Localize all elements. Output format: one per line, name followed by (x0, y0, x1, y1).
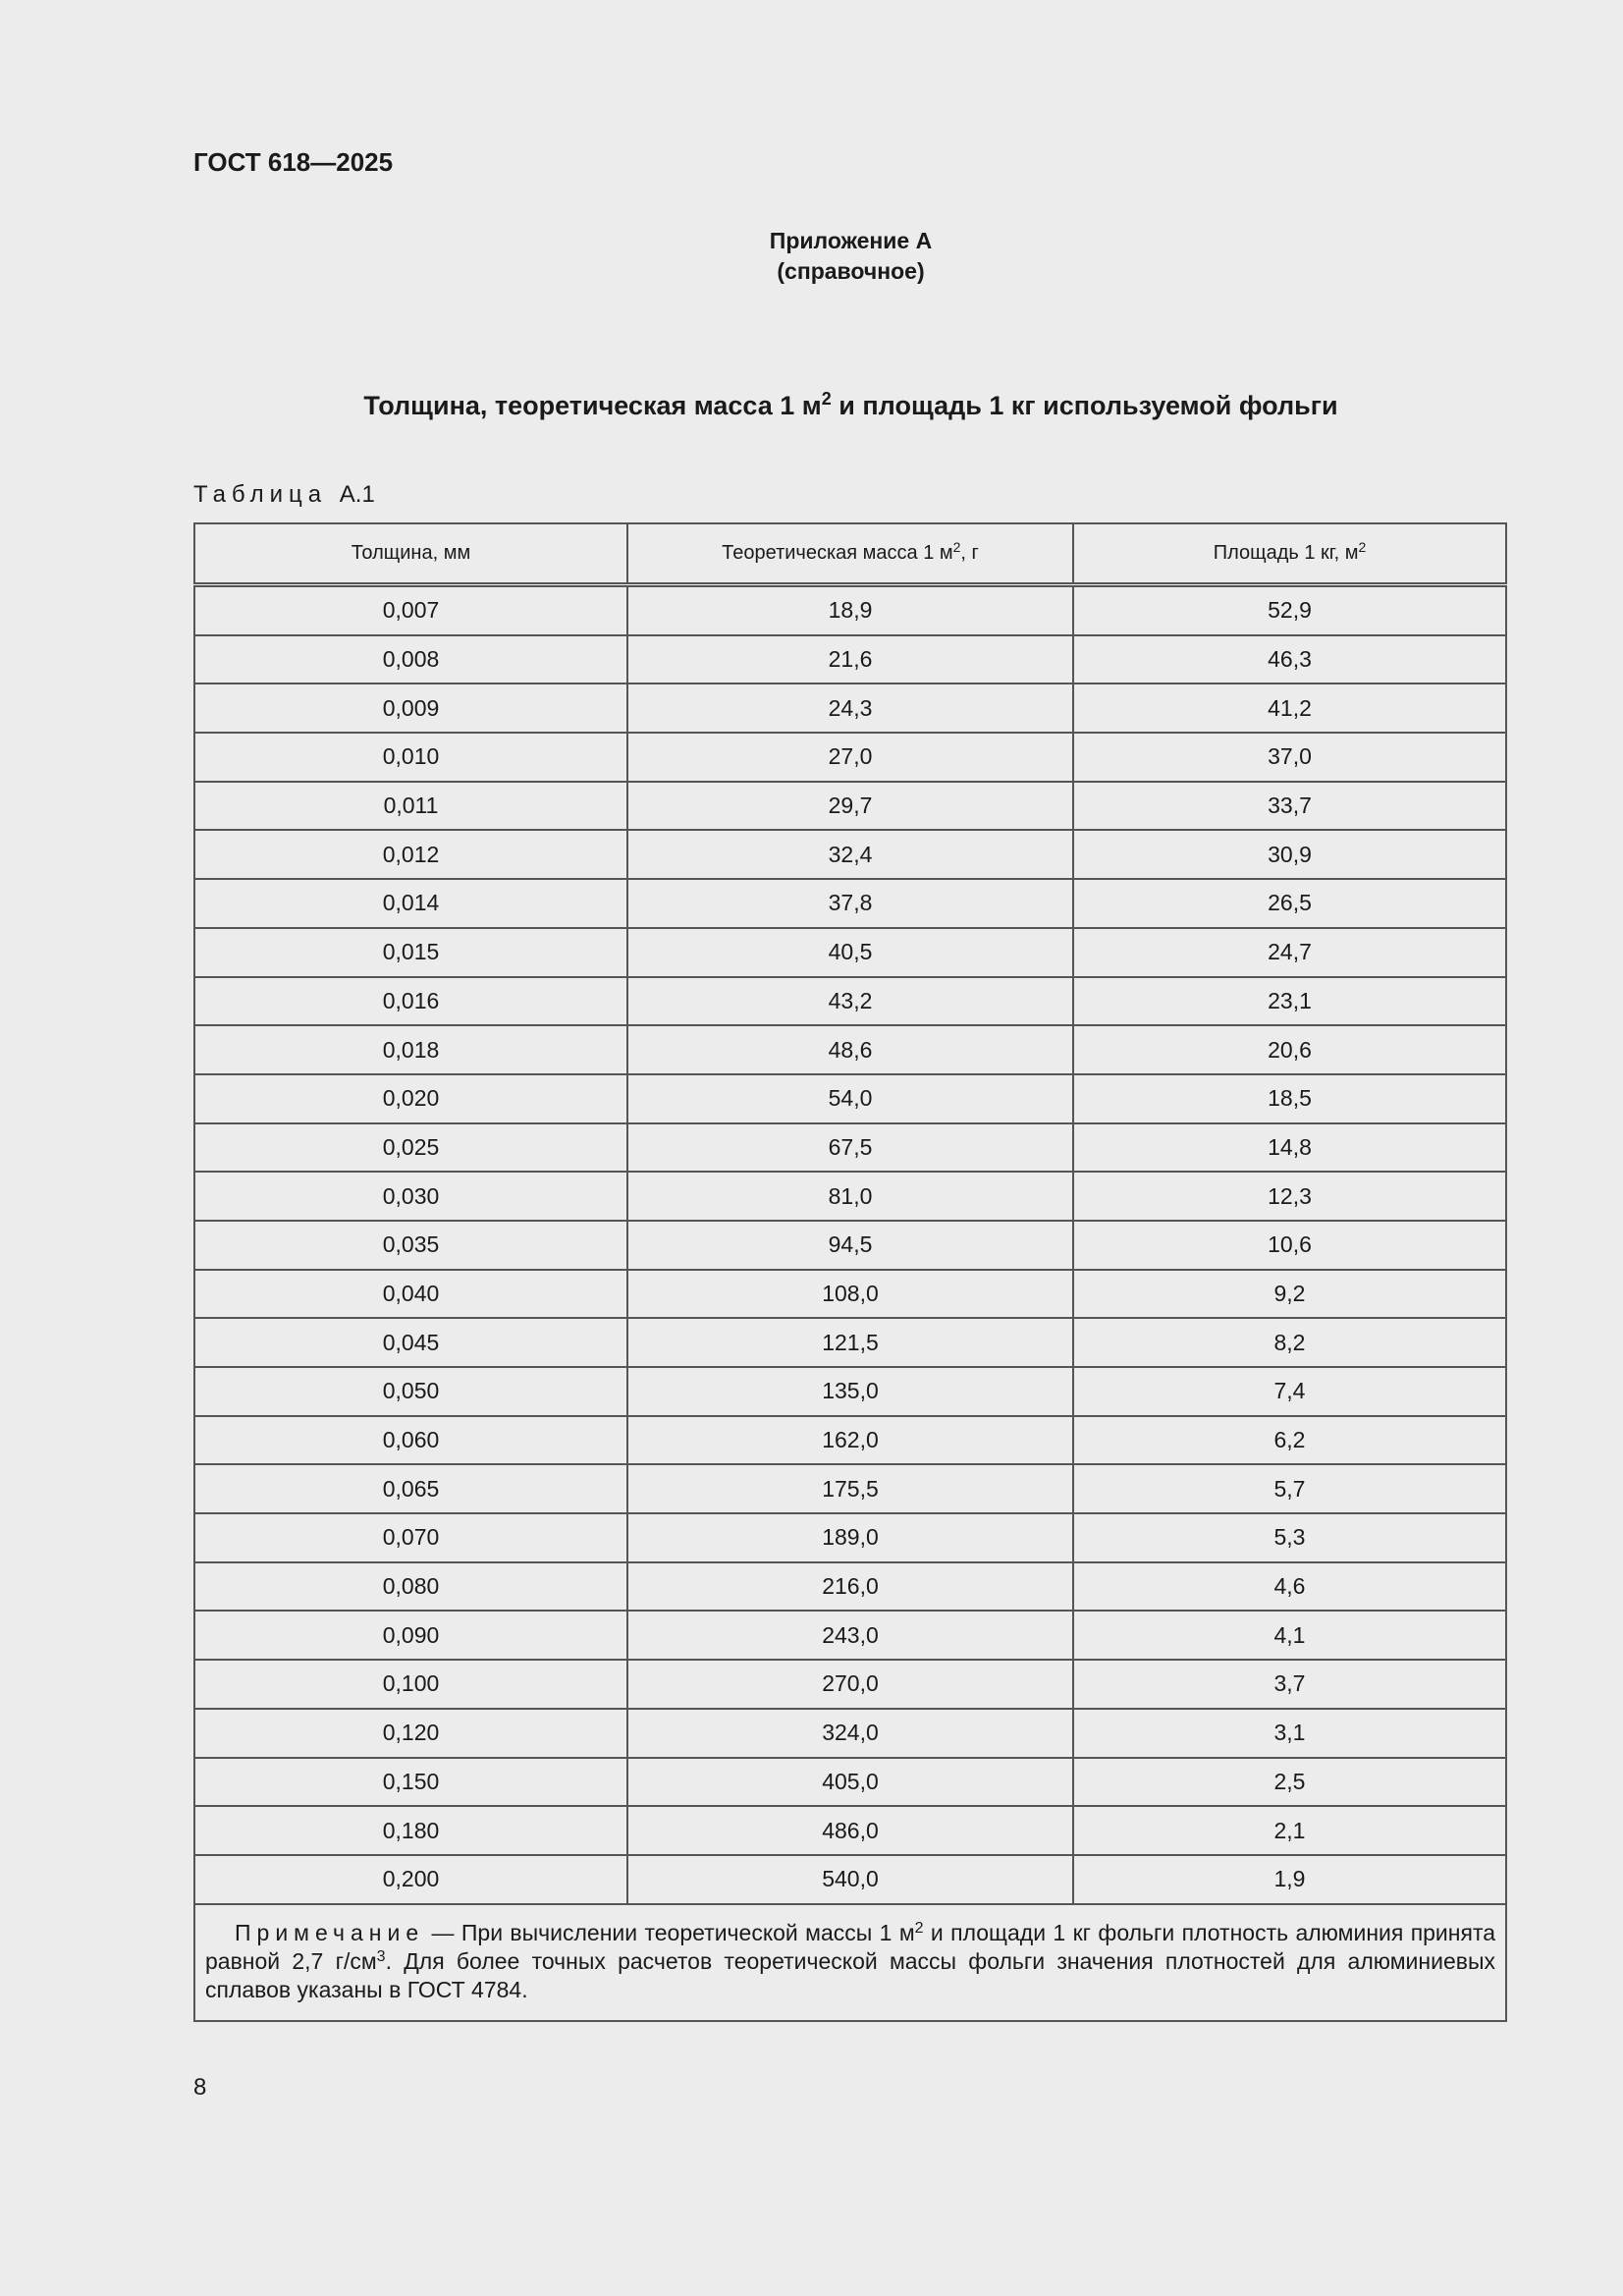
cell-mass: 324,0 (627, 1709, 1073, 1758)
table-row (194, 1660, 1506, 1709)
note-label: Примечание (235, 1919, 425, 1945)
appendix-heading (0, 226, 1623, 287)
cell-thickness: 0,180 (194, 1806, 627, 1855)
cell-thickness: 0,100 (194, 1660, 627, 1709)
cell-thickness: 0,040 (194, 1270, 627, 1319)
title-text-1: Толщина, теоретическая масса 1 м (363, 391, 822, 420)
cell-mass: 162,0 (627, 1416, 1073, 1465)
table-row (194, 1709, 1506, 1758)
cell-mass: 540,0 (627, 1855, 1073, 1904)
cell-thickness: 0,030 (194, 1172, 627, 1221)
table-note: Примечание — При вычислении теоретической массы 1 $м^2$ и площади 1 кг фольги плотность алюминия принята равной 2,7 $г/см^3$. Для более точных расчетов теоретической массы фольги значения плотностей для алюминиевых сплавов указаны в ГОСТ 4784. (194, 1904, 1506, 2021)
cell-thickness: 0,009 (194, 683, 627, 733)
table-row (194, 1416, 1506, 1465)
cell-area: 3,1 (1073, 1709, 1506, 1758)
cell-mass: 121,5 (627, 1318, 1073, 1367)
cell-mass: 24,3 (627, 683, 1073, 733)
cell-thickness: 0,010 (194, 733, 627, 782)
cell-mass: 405,0 (627, 1758, 1073, 1807)
cell-thickness: 0,035 (194, 1221, 627, 1270)
table-row (194, 1318, 1506, 1367)
cell-mass: 27,0 (627, 733, 1073, 782)
cell-thickness: 0,025 (194, 1123, 627, 1173)
header-area: Площадь 1 кг, $м^2$ (1073, 523, 1506, 585)
cell-area: 6,2 (1073, 1416, 1506, 1465)
table-row (194, 1221, 1506, 1270)
cell-thickness: 0,007 (194, 585, 627, 635)
cell-thickness: 0,045 (194, 1318, 627, 1367)
cell-area: 2,5 (1073, 1758, 1506, 1807)
table-row (194, 1172, 1506, 1221)
title-superscript: 2 (821, 389, 832, 409)
cell-area: 41,2 (1073, 683, 1506, 733)
cell-area: 4,6 (1073, 1562, 1506, 1612)
page-number: 8 (193, 2074, 207, 2101)
cell-mass: 270,0 (627, 1660, 1073, 1709)
cell-thickness: 0,014 (194, 879, 627, 928)
cell-thickness: 0,012 (194, 830, 627, 879)
cell-thickness: 0,080 (194, 1562, 627, 1612)
cell-area: 10,6 (1073, 1221, 1506, 1270)
cell-thickness: 0,008 (194, 635, 627, 684)
cell-mass: 175,5 (627, 1464, 1073, 1513)
table-row (194, 1074, 1506, 1123)
table-caption (193, 481, 375, 509)
appendix-type: (справочное) (777, 258, 925, 284)
cell-mass: 43,2 (627, 977, 1073, 1026)
table-body (194, 585, 1506, 1904)
table-caption-label: Таблица (193, 481, 328, 508)
cell-mass: 32,4 (627, 830, 1073, 879)
table-row (194, 782, 1506, 831)
table-header-row (194, 523, 1506, 585)
header-mass: Теоретическая масса 1 $м^2$, г (627, 523, 1073, 585)
cell-mass: 135,0 (627, 1367, 1073, 1416)
cell-area: 12,3 (1073, 1172, 1506, 1221)
cell-thickness: 0,120 (194, 1709, 627, 1758)
cell-area: 5,3 (1073, 1513, 1506, 1562)
cell-mass: 243,0 (627, 1611, 1073, 1660)
document-code: ГОСТ 618—2025 (193, 147, 394, 177)
header-thickness: Толщина, мм (194, 523, 627, 585)
cell-thickness: 0,090 (194, 1611, 627, 1660)
table-row (194, 1464, 1506, 1513)
cell-area: 46,3 (1073, 635, 1506, 684)
cell-mass: 18,9 (627, 585, 1073, 635)
table-row (194, 1758, 1506, 1807)
table-row (194, 635, 1506, 684)
table-row (194, 977, 1506, 1026)
cell-thickness: 0,050 (194, 1367, 627, 1416)
table-caption-number: А.1 (339, 481, 375, 508)
appendix-title: Приложение А (769, 228, 933, 253)
table-row (194, 928, 1506, 977)
cell-thickness: 0,018 (194, 1025, 627, 1074)
title-text-2: и площадь 1 кг используемой фольги (831, 391, 1338, 420)
table-row (194, 1855, 1506, 1904)
table-row (194, 879, 1506, 928)
table-title (0, 391, 1623, 421)
table-row (194, 1367, 1506, 1416)
cell-thickness: 0,150 (194, 1758, 627, 1807)
table-row (194, 1611, 1506, 1660)
note-row (194, 1904, 1506, 2021)
cell-thickness: 0,015 (194, 928, 627, 977)
cell-mass: 29,7 (627, 782, 1073, 831)
table-row (194, 1025, 1506, 1074)
cell-thickness: 0,011 (194, 782, 627, 831)
cell-thickness: 0,020 (194, 1074, 627, 1123)
cell-mass: 189,0 (627, 1513, 1073, 1562)
cell-area: 33,7 (1073, 782, 1506, 831)
cell-area: 23,1 (1073, 977, 1506, 1026)
cell-area: 4,1 (1073, 1611, 1506, 1660)
cell-area: 14,8 (1073, 1123, 1506, 1173)
cell-area: 2,1 (1073, 1806, 1506, 1855)
cell-mass: 21,6 (627, 635, 1073, 684)
cell-mass: 37,8 (627, 879, 1073, 928)
table-row (194, 1806, 1506, 1855)
cell-thickness: 0,065 (194, 1464, 627, 1513)
cell-mass: 81,0 (627, 1172, 1073, 1221)
cell-mass: 48,6 (627, 1025, 1073, 1074)
table-row (194, 1123, 1506, 1173)
cell-area: 20,6 (1073, 1025, 1506, 1074)
cell-area: 24,7 (1073, 928, 1506, 977)
cell-area: 52,9 (1073, 585, 1506, 635)
cell-area: 5,7 (1073, 1464, 1506, 1513)
cell-thickness: 0,060 (194, 1416, 627, 1465)
foil-table (193, 522, 1507, 2022)
cell-mass: 216,0 (627, 1562, 1073, 1612)
table-row (194, 733, 1506, 782)
cell-area: 8,2 (1073, 1318, 1506, 1367)
table-row (194, 830, 1506, 879)
cell-thickness: 0,200 (194, 1855, 627, 1904)
cell-area: 37,0 (1073, 733, 1506, 782)
cell-mass: 94,5 (627, 1221, 1073, 1270)
cell-area: 1,9 (1073, 1855, 1506, 1904)
cell-mass: 40,5 (627, 928, 1073, 977)
cell-thickness: 0,016 (194, 977, 627, 1026)
cell-area: 9,2 (1073, 1270, 1506, 1319)
cell-mass: 54,0 (627, 1074, 1073, 1123)
cell-area: 3,7 (1073, 1660, 1506, 1709)
table-row (194, 683, 1506, 733)
cell-area: 26,5 (1073, 879, 1506, 928)
cell-area: 18,5 (1073, 1074, 1506, 1123)
cell-mass: 67,5 (627, 1123, 1073, 1173)
table-row (194, 1270, 1506, 1319)
cell-area: 30,9 (1073, 830, 1506, 879)
cell-thickness: 0,070 (194, 1513, 627, 1562)
table-row (194, 1513, 1506, 1562)
cell-area: 7,4 (1073, 1367, 1506, 1416)
table-row (194, 585, 1506, 635)
table-row (194, 1562, 1506, 1612)
cell-mass: 108,0 (627, 1270, 1073, 1319)
cell-mass: 486,0 (627, 1806, 1073, 1855)
